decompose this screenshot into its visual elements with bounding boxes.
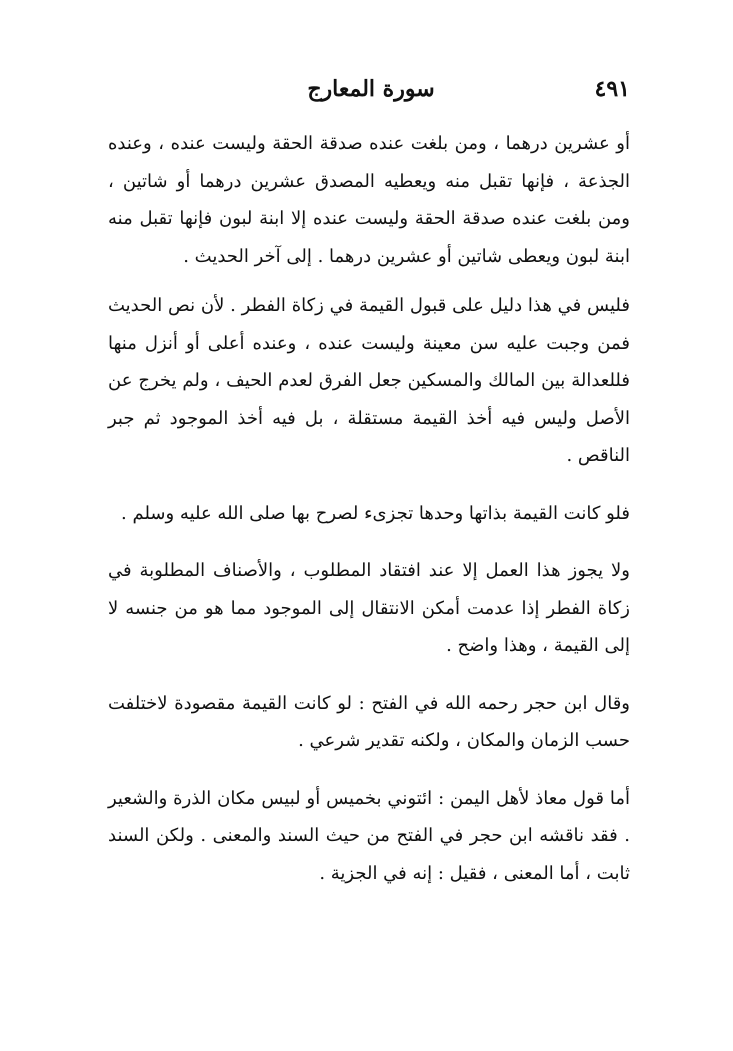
running-title: سورة المعارج (307, 76, 435, 102)
page-body (108, 125, 630, 912)
paragraph: فليس في هذا دليل على قبول القيمة في زكاة الفطر . لأن نص الحديث فمن وجبت عليه سن معينة وليست عنده ، وعنده أعلى أو أنزل منها فللعدالة بين المالك والمسكين جعل الفرق لعدم الحيف ، ولم يخرج عن الأصل وليس فيه أخذ القيمة مستقلة ، بل فيه أخذ الموجود ثم جبر الناقص . (108, 295, 630, 466)
paragraph: أو عشرين درهما ، ومن بلغت عنده صدقة الحقة وليست عنده ، وعنده الجذعة ، فإنها تقبل منه ويعطيه المصدق عشرين درهما أو شاتين ، ومن بلغت عنده صدقة الحقة وليست عنده إلا ابنة لبون فإنها تقبل منه ابنة لبون ويعطى شاتين أو عشرين درهما . إلى آخر الحديث . (108, 133, 630, 267)
paragraph: فلو كانت القيمة بذاتها وحدها تجزىء لصرح بها صلى الله عليه وسلم . (121, 502, 630, 524)
paragraph: وقال ابن حجر رحمه الله في الفتح : لو كانت القيمة مقصودة لاختلفت حسب الزمان والمكان ، ولكنه تقدير شرعي . (108, 692, 630, 751)
page-number: ٤٩١ (594, 76, 630, 102)
paragraph: أما قول معاذ لأهل اليمن : ائتوني بخميس أو لبيس مكان الذرة والشعير . فقد ناقشه ابن حجر في الفتح من حيث السند والمعنى . ولكن السند ثابت ، أما المعنى ، فقيل : إنه في الجزية . (108, 787, 630, 884)
page-header (112, 76, 630, 112)
paragraph: ولا يجوز هذا العمل إلا عند افتقاد المطلوب ، والأصناف المطلوبة في زكاة الفطر إذا عدمت أمكن الانتقال إلى الموجود مما هو من جنسه لا إلى القيمة ، وهذا واضح . (108, 560, 630, 656)
